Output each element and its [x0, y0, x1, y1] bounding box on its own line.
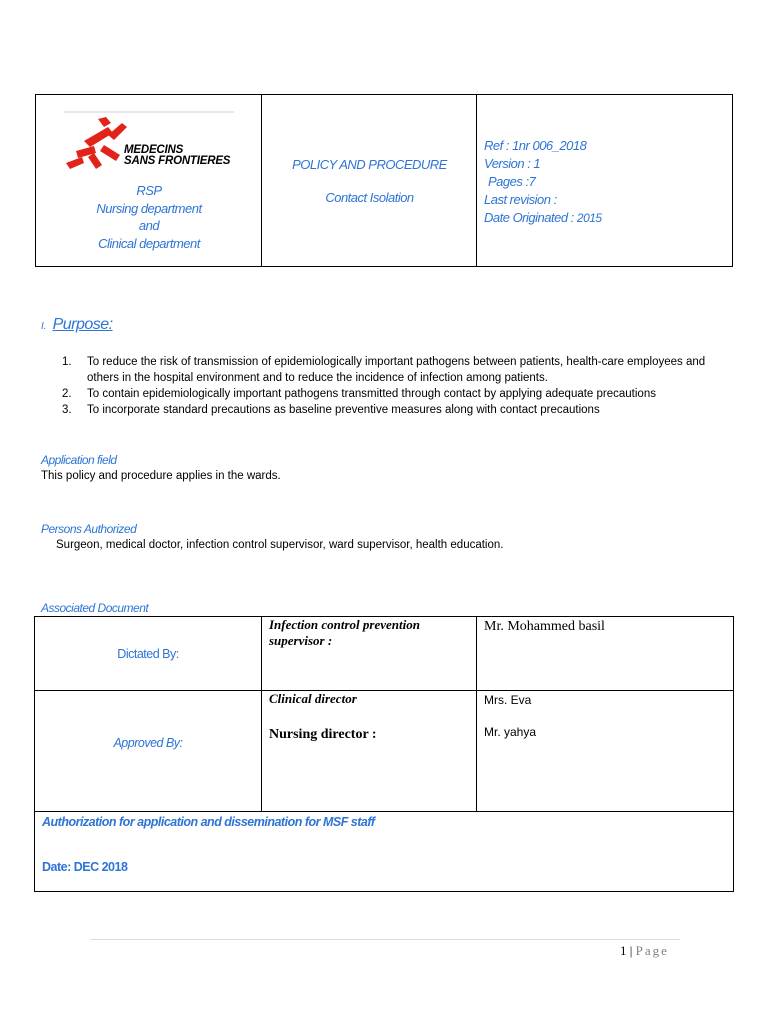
doc-type: POLICY AND PROCEDURE — [292, 157, 447, 172]
nursing-director-role: Nursing director : — [269, 727, 377, 742]
list-text: To contain epidemiologically important pathogens transmitted through contact by applying adequate precautions — [87, 388, 656, 400]
list-item — [62, 386, 712, 402]
logo-text-line2: SANS FRONTIERES — [124, 155, 231, 167]
logo-wordmark — [124, 145, 230, 167]
page-number-separator: | — [629, 943, 633, 958]
header-ref-cell — [477, 95, 732, 266]
list-text: To reduce the risk of transmission of epidemiologically important pathogens between patients, health-care employees and others in the hospital environment and to reduce the incidence of infection among patients. — [87, 356, 706, 384]
ref-number: Ref : 1nr 006_2018 — [484, 138, 587, 153]
list-number: 1. — [62, 356, 72, 368]
approved-by-label: Approved By: — [113, 736, 183, 750]
page-number — [620, 943, 669, 959]
persons-authorized-label: Persons Authorized — [41, 522, 137, 536]
org-line: and — [138, 218, 160, 233]
page-word: Page — [635, 943, 669, 958]
logo-text-line1: MEDECINS — [124, 144, 184, 156]
associated-document-table — [34, 616, 734, 892]
date-originated — [484, 209, 602, 227]
list-number: 2. — [62, 388, 72, 400]
last-revision: Last revision : — [484, 192, 557, 207]
clinical-director-role: Clinical director — [269, 691, 357, 706]
authorization-text: Authorization for application and dissemination for MSF staff — [42, 815, 375, 829]
doc-title: Contact Isolation — [325, 190, 414, 205]
header-title-cell — [262, 95, 477, 266]
clinical-director-name: Mrs. Eva — [484, 693, 532, 707]
table-row-divider — [35, 690, 733, 691]
list-number: 3. — [62, 404, 72, 416]
purpose-list — [62, 354, 712, 418]
org-line: RSP — [136, 183, 162, 198]
page-count: Pages :7 — [488, 174, 536, 189]
version: Version : 1 — [484, 156, 541, 171]
table-col-divider — [476, 617, 477, 811]
application-field-label: Application field — [41, 453, 117, 467]
page-number-value: 1 — [620, 943, 627, 958]
list-item — [62, 354, 712, 386]
org-name-block — [36, 182, 262, 252]
application-field-text: This policy and procedure applies in the wards. — [41, 470, 281, 482]
purpose-title: Purpose: — [52, 316, 113, 333]
org-line: Nursing department — [96, 200, 202, 216]
authorization-date: Date: DEC 2018 — [42, 860, 128, 874]
org-line: Clinical department — [98, 235, 200, 251]
header-table — [35, 94, 733, 267]
footer-divider — [90, 939, 680, 940]
list-text: To incorporate standard precautions as baseline preventive measures along with contact precautions — [87, 404, 600, 416]
associated-document-label: Associated Document — [41, 601, 149, 615]
dictated-by-label: Dictated By: — [117, 647, 179, 661]
persons-authorized-text: Surgeon, medical doctor, infection control supervisor, ward supervisor, health education. — [56, 539, 504, 551]
purpose-heading — [41, 316, 113, 334]
dictated-name: Mr. Mohammed basil — [484, 619, 605, 634]
header-org-cell — [36, 95, 262, 266]
nursing-director-name: Mr. yahya — [484, 725, 537, 739]
date-originated-label: Date Originated : — [484, 210, 577, 225]
date-originated-value: 2015 — [576, 211, 602, 225]
table-col-divider — [261, 617, 262, 811]
ref-block — [484, 137, 602, 227]
dictated-role: Infection control prevention supervisor : — [269, 617, 420, 648]
purpose-numeral: I. — [41, 321, 47, 332]
list-item — [62, 402, 712, 418]
table-row-divider — [35, 811, 733, 812]
